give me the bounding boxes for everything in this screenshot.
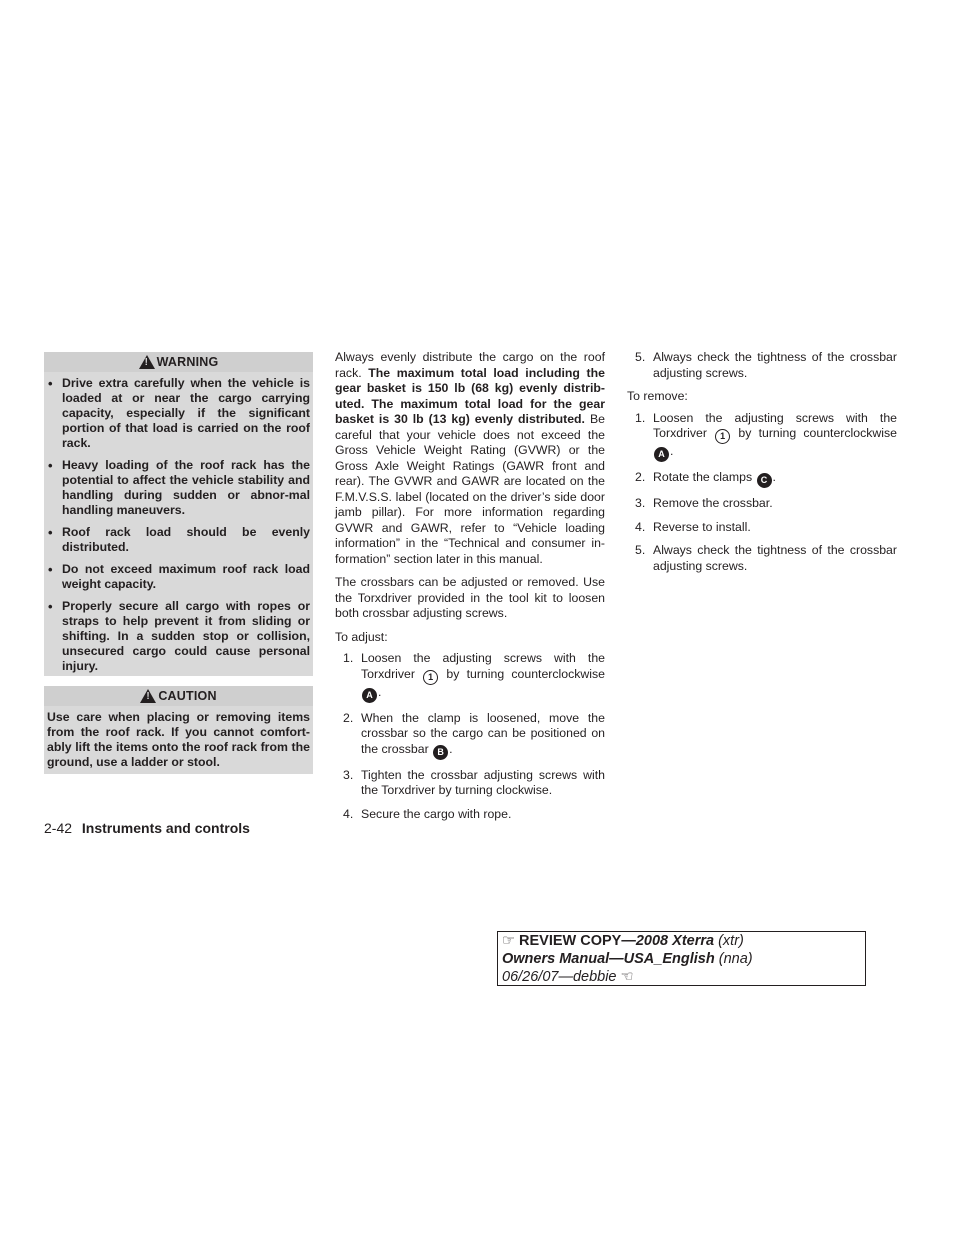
list-item [627, 543, 897, 574]
caution-title: CAUTION [158, 689, 217, 703]
step-text: Always check the tightness of the crossbar adjusting screws. [653, 350, 897, 380]
hand-pointing-right-icon: ☞ [502, 933, 515, 949]
warning-triangle-icon [139, 355, 155, 369]
review-line-1 [502, 932, 861, 950]
page-footer [44, 820, 250, 836]
marker-a-icon: A [654, 447, 669, 462]
section-title: Instruments and controls [81, 820, 250, 836]
load-intro-text: Always evenly distribute the cargo on the roof rack. [335, 350, 605, 380]
step-text: Loosen the adjusting screws with the Torxdriver [653, 410, 897, 440]
step-number: 3. [635, 496, 646, 510]
list-item: 1. Loosen the adjusting screws with the Torxdriver 1 by turning counterclockwise A . [627, 411, 897, 463]
caution-header [44, 686, 313, 706]
list-item: 1. Loosen the adjusting screws with the Torxdriver 1 by turning counterclockwise A . [335, 651, 605, 703]
step-number: 4. [343, 806, 354, 821]
step-text: Secure the cargo with rope. [361, 806, 512, 821]
page-number: 2-42 [44, 820, 73, 836]
list-item [627, 350, 897, 381]
step-text: Remove the crossbar. [653, 496, 773, 510]
warning-item: • Heavy loading of the roof rack has the potential to affect the vehicle stability and handling during sudden or abnor-mal handling maneuvers. [47, 458, 310, 518]
caution-triangle-icon [140, 689, 156, 703]
step-text: by turning counterclockwise [738, 426, 897, 440]
list-item [627, 496, 897, 512]
marker-a-icon: A [362, 688, 377, 703]
step-text: Always check the tightness of the crossbar adjusting screws. [653, 543, 897, 573]
marker-b-icon: B [433, 745, 448, 760]
marker-c-icon: C [757, 473, 772, 488]
remove-heading: To remove: [627, 389, 688, 403]
step-number: 1. [635, 410, 646, 425]
warning-box [44, 352, 313, 676]
review-manual-code: (nna) [718, 951, 753, 967]
list-item [335, 807, 605, 823]
warning-item: • Do not exceed maximum roof rack load weight capacity. [47, 562, 310, 592]
marker-1-icon: 1 [423, 670, 438, 685]
list-item [627, 520, 897, 536]
load-paragraph [335, 350, 605, 567]
review-manual: Owners Manual—USA_English [502, 951, 715, 967]
adjust-steps-continued [627, 350, 897, 381]
review-copy-stamp [497, 931, 866, 986]
warning-list [44, 372, 313, 685]
step-number: 2. [343, 710, 354, 725]
right-column [627, 350, 897, 582]
review-label: REVIEW COPY— [519, 933, 636, 949]
load-limit-text: The maximum total load including the gear basket is 150 lb (68 kg) evenly distrib-uted. The maximum total load for the gear basket is 30 lb (13 kg) evenly distributed. [335, 365, 605, 426]
adjust-heading: To adjust: [335, 629, 388, 644]
middle-column [335, 350, 605, 830]
hand-pointing-left-icon: ☜ [620, 969, 634, 985]
warning-item: • Drive extra carefully when the vehicle is loaded at or near the cargo carrying capacity, especially if the significant portion of that load is carried on the roof rack. [47, 376, 310, 451]
step-number: 3. [343, 767, 354, 782]
caution-text: Use care when placing or removing items from the roof rack. If you cannot comfort-ably lift the items onto the roof rack from the ground, use a ladder or stool. [47, 710, 310, 769]
warning-header [44, 352, 313, 372]
list-item: 2. When the clamp is loosened, move the crossbar so the cargo can be positioned on the crossbar B . [335, 711, 605, 760]
step-number: 5. [635, 543, 646, 557]
load-detail-text: Be careful that your vehicle does not exceed the Gross Vehicle Weight Rating (GVWR) or the Gross Axle Weight Ratings (GAWR front and rear). The GVWR and GAWR are located on the F.M.V.S.S. label (located on the driver’s side door jamb pillar). For more information regarding GVWR and GAWR, refer to “Vehicle loading information” in the “Technical and consumer in-formation” section later in this manual. [335, 412, 605, 566]
step-text: Reverse to install. [653, 519, 751, 534]
step-number: 4. [635, 519, 646, 534]
step-text: When the clamp is loosened, move the crossbar so the cargo can be positioned on the crossbar [361, 710, 605, 756]
remove-steps [627, 411, 897, 575]
caution-box [44, 686, 313, 774]
step-number: 5. [635, 350, 646, 364]
review-model-code: (xtr) [718, 933, 744, 949]
step-text: Loosen the adjusting screws with the Torxdriver [361, 651, 605, 681]
warning-item: • Properly secure all cargo with ropes or straps to help prevent it from sliding or shifting. In a sudden stop or collision, unsecured cargo could cause personal injury. [47, 599, 310, 674]
warning-item: • Roof rack load should be evenly distributed. [47, 525, 310, 555]
step-number: 1. [343, 651, 354, 665]
crossbar-paragraph: The crossbars can be adjusted or removed. Use the Torxdriver provided in the tool kit to loosen both crossbar adjusting screws. [335, 575, 605, 620]
review-model: 2008 Xterra [635, 933, 715, 949]
review-line-3 [502, 968, 861, 986]
step-number: 2. [635, 470, 646, 484]
warning-title: WARNING [156, 355, 219, 369]
review-line-2 [502, 950, 861, 968]
step-text: by turning counterclockwise [446, 666, 605, 681]
step-text: Rotate the clamps [653, 470, 753, 484]
adjust-steps [335, 651, 605, 822]
step-text: Tighten the crossbar adjusting screws with the Torxdriver by turning clockwise. [361, 767, 605, 797]
review-date: 06/26/07—debbie [502, 969, 617, 985]
list-item [335, 768, 605, 799]
marker-1-icon: 1 [715, 429, 730, 444]
list-item: 2. Rotate the clamps C . [627, 470, 897, 488]
